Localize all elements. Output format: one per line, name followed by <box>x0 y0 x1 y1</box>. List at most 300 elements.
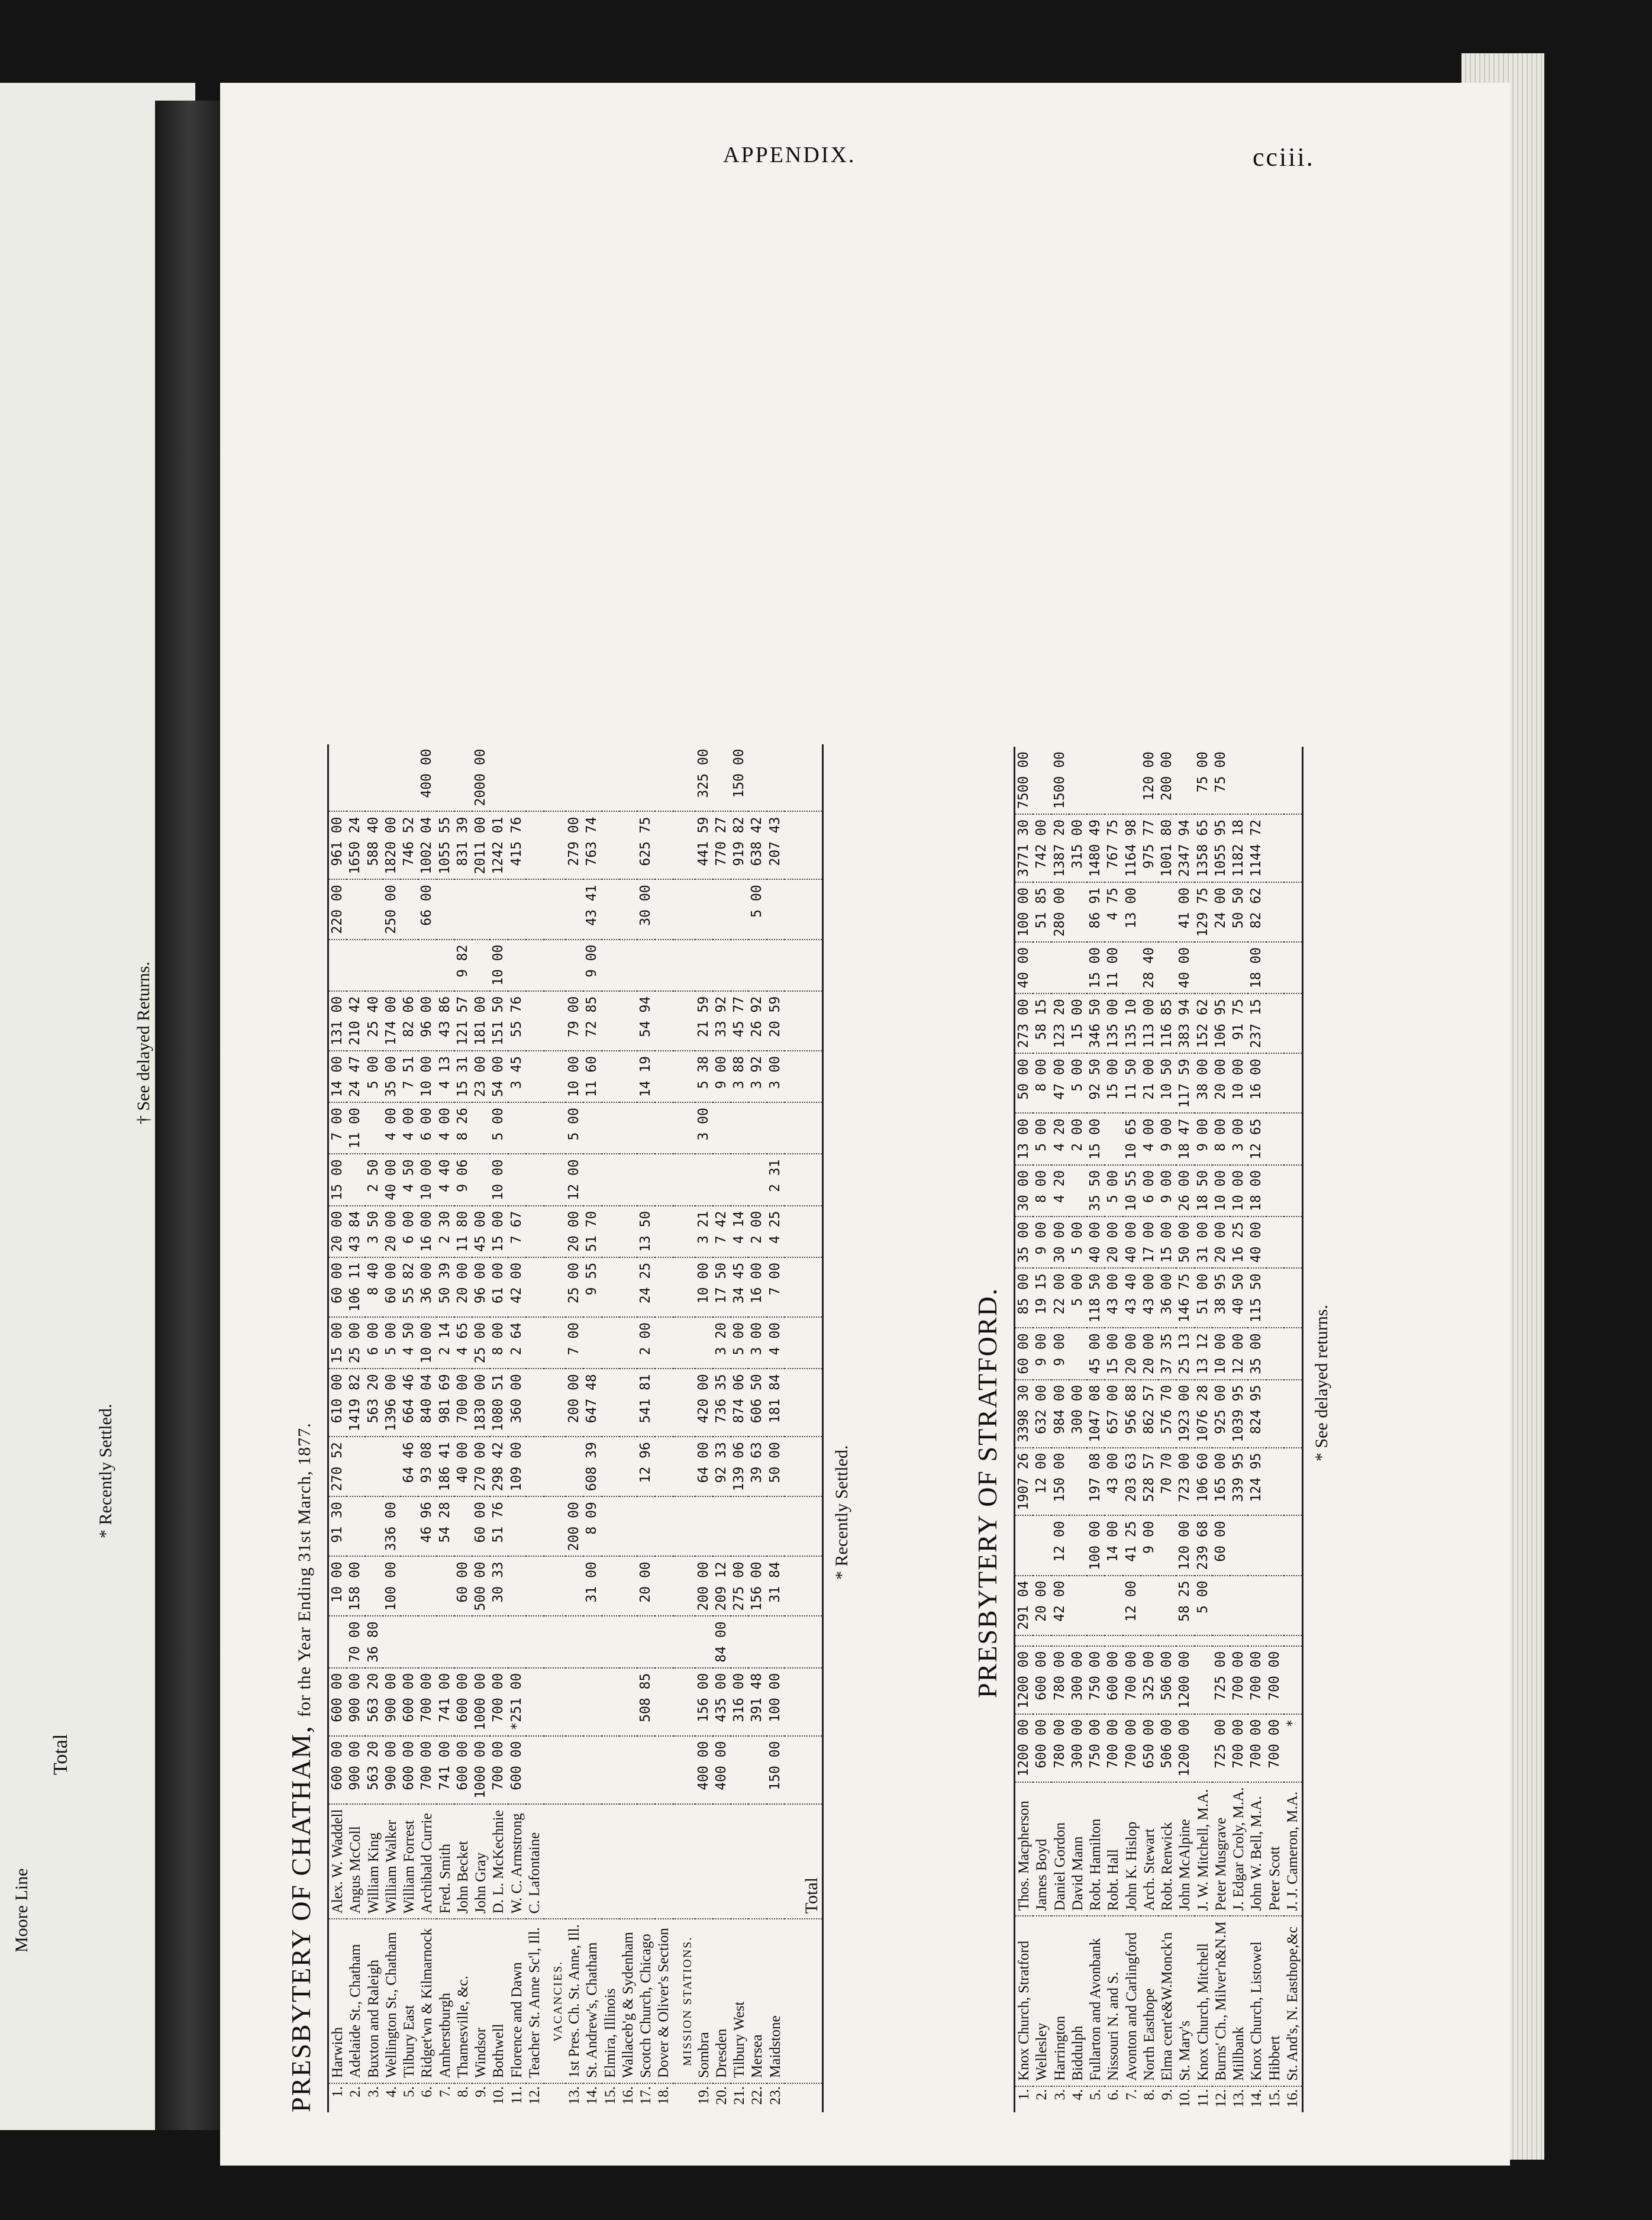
value-cell <box>1284 1448 1303 1516</box>
value-cell <box>620 1257 637 1317</box>
blank-cell <box>785 1919 823 2083</box>
congregation-name: Scotch Church, Chicago <box>637 1919 655 2083</box>
value-cell: 606 50 <box>748 1369 766 1437</box>
value-cell <box>655 1257 673 1317</box>
value-cell <box>526 1556 544 1616</box>
value-cell <box>602 1317 620 1369</box>
value-cell <box>785 1154 823 1205</box>
table-row <box>365 744 383 2112</box>
value-cell: 239 68 <box>1195 1515 1212 1575</box>
value-cell: 2347 94 <box>1176 814 1194 882</box>
chatham-note: * Recently Settled. <box>832 1445 852 1580</box>
value-cell: 700 00 <box>490 1668 508 1736</box>
value-cell: 40 00 <box>1248 1217 1266 1268</box>
value-cell <box>418 1556 436 1616</box>
minister-name: Alex. W. Waddell <box>328 1804 347 1919</box>
value-cell: 7 67 <box>508 1206 526 1257</box>
value-cell <box>383 744 401 812</box>
row-number: 17. <box>637 2083 655 2112</box>
table-row <box>620 744 637 2112</box>
value-cell: 600 00 <box>1033 1714 1051 1782</box>
minister-name: J. Edgar Croly, M.A. <box>1230 1782 1248 1916</box>
value-cell: 181 84 <box>767 1369 785 1437</box>
value-cell: 10 00 <box>1230 1165 1248 1217</box>
table-row <box>731 744 748 2112</box>
value-cell: 4 50 <box>401 1154 418 1205</box>
minister-name: Robt. Renwick <box>1159 1782 1176 1916</box>
value-cell <box>1284 882 1303 942</box>
value-cell: 600 00 <box>328 1668 347 1736</box>
value-cell: 55 76 <box>508 991 526 1051</box>
blank-cell <box>673 2083 695 2112</box>
minister-name: Archibald Currie <box>418 1804 436 1919</box>
minister-name <box>637 1804 655 1919</box>
value-cell <box>526 879 544 939</box>
value-cell <box>1051 1635 1069 1646</box>
value-cell: 10 00 <box>1212 1328 1230 1379</box>
value-cell: 250 00 <box>383 879 401 939</box>
value-cell <box>655 1051 673 1102</box>
congregation-name: Hibbert <box>1266 1916 1284 2086</box>
value-cell: 209 12 <box>713 1556 731 1616</box>
congregation-name: Adelaide St., Chatham <box>347 1919 364 2083</box>
value-cell: 20 00 <box>1212 1217 1230 1268</box>
value-cell: 1200 00 <box>1015 1714 1034 1782</box>
value-cell: 1907 26 <box>1015 1448 1034 1516</box>
value-cell <box>383 940 401 991</box>
value-cell: 152 62 <box>1195 993 1212 1053</box>
value-cell <box>602 1556 620 1616</box>
value-cell: 10 00 <box>1212 1165 1230 1217</box>
value-cell: 5 00 <box>731 1317 748 1369</box>
value-cell: 41 25 <box>1123 1515 1141 1575</box>
blank-cell <box>544 1206 566 1257</box>
value-cell: 2011 00 <box>472 812 490 880</box>
value-cell: 4 25 <box>767 1206 785 1257</box>
congregation-name: North Easthope <box>1141 1916 1159 2086</box>
congregation-name: Wellington St., Chatham <box>383 1919 401 2083</box>
value-cell: 600 00 <box>328 1736 347 1804</box>
value-cell: 8 09 <box>583 1496 601 1556</box>
table-row <box>328 744 347 2112</box>
value-cell <box>602 1616 620 1667</box>
stratford-block <box>972 747 1332 2112</box>
value-cell: 647 48 <box>583 1369 601 1437</box>
value-cell: 91 30 <box>328 1496 347 1556</box>
value-cell: 3771 30 <box>1015 814 1034 882</box>
value-cell <box>602 1369 620 1437</box>
value-cell <box>1159 1635 1176 1646</box>
blank-cell <box>544 1102 566 1154</box>
value-cell: 9 00 <box>713 1051 731 1102</box>
value-cell: 275 00 <box>731 1556 748 1616</box>
blank-cell <box>544 879 566 939</box>
value-cell <box>695 1154 713 1205</box>
value-cell <box>1266 1448 1284 1516</box>
value-cell: 6 00 <box>418 1102 436 1154</box>
row-number: 23. <box>767 2083 785 2112</box>
value-cell: 72 85 <box>583 991 601 1051</box>
value-cell: 24 25 <box>637 1257 655 1317</box>
value-cell: 60 00 <box>1015 1328 1034 1379</box>
minister-name: David Mann <box>1069 1782 1087 1916</box>
value-cell: 298 42 <box>490 1437 508 1496</box>
value-cell: 10 55 <box>1123 1165 1141 1217</box>
value-cell: 20 59 <box>767 991 785 1051</box>
value-cell: 12 96 <box>637 1437 655 1496</box>
value-cell: 82 06 <box>401 991 418 1051</box>
value-cell: 767 75 <box>1105 814 1122 882</box>
value-cell <box>365 1496 383 1556</box>
value-cell: 4 00 <box>383 1102 401 1154</box>
value-cell <box>583 1616 601 1667</box>
value-cell: 1358 65 <box>1195 814 1212 882</box>
value-cell <box>526 1257 544 1317</box>
value-cell: 26 92 <box>748 991 766 1051</box>
value-cell <box>490 879 508 939</box>
value-cell <box>602 1257 620 1317</box>
value-cell: 237 15 <box>1248 993 1266 1053</box>
value-cell: 45 00 <box>1087 1328 1105 1379</box>
value-cell: 15 00 <box>1087 1114 1105 1165</box>
row-number: 2. <box>1033 2086 1051 2112</box>
value-cell <box>526 744 544 812</box>
value-cell: 600 00 <box>508 1736 526 1804</box>
value-cell <box>1284 1635 1303 1646</box>
value-cell <box>767 940 785 991</box>
table-row <box>1248 747 1266 2112</box>
congregation-name: St. And's, N. Easthope,&c <box>1284 1916 1303 2086</box>
minister-name <box>655 1804 673 1919</box>
value-cell <box>655 1616 673 1667</box>
value-cell <box>785 991 823 1051</box>
value-cell <box>785 940 823 991</box>
value-cell <box>1033 942 1051 993</box>
value-cell <box>620 1206 637 1257</box>
value-cell <box>731 1102 748 1154</box>
value-cell <box>731 879 748 939</box>
section-heading-row <box>544 744 566 2112</box>
table-row <box>695 744 713 2112</box>
value-cell: 300 00 <box>1069 1646 1087 1714</box>
value-cell <box>526 940 544 991</box>
value-cell: 158 00 <box>347 1556 364 1616</box>
value-cell <box>1230 1576 1248 1635</box>
value-cell: 3 00 <box>748 1317 766 1369</box>
table-row <box>1212 747 1230 2112</box>
value-cell: 139 06 <box>731 1437 748 1496</box>
value-cell: 124 95 <box>1248 1448 1266 1516</box>
value-cell: 12 00 <box>1230 1328 1248 1379</box>
value-cell: 93 08 <box>418 1437 436 1496</box>
value-cell: 64 46 <box>401 1437 418 1496</box>
value-cell <box>1266 814 1284 882</box>
value-cell: 325 00 <box>1141 1646 1159 1714</box>
congregation-name: Florence and Dawn <box>508 1919 526 2083</box>
value-cell <box>602 1102 620 1154</box>
value-cell: 96 00 <box>418 991 436 1051</box>
value-cell <box>1212 1635 1230 1646</box>
value-cell: 47 00 <box>1051 1053 1069 1113</box>
table-row <box>1284 747 1303 2112</box>
row-number: 7. <box>1123 2086 1141 2112</box>
value-cell <box>401 940 418 991</box>
value-cell: 291 04 <box>1015 1576 1034 1635</box>
row-number: 4. <box>1069 2086 1087 2112</box>
minister-name: C. Lafontaine <box>526 1804 544 1919</box>
value-cell <box>767 744 785 812</box>
value-cell <box>1033 1635 1051 1646</box>
value-cell <box>785 1369 823 1437</box>
value-cell <box>748 1102 766 1154</box>
value-cell <box>437 879 454 939</box>
value-cell <box>347 1154 364 1205</box>
value-cell: 70 70 <box>1159 1448 1176 1516</box>
value-cell <box>785 1437 823 1496</box>
value-cell: 181 00 <box>472 991 490 1051</box>
value-cell <box>731 1736 748 1804</box>
minister-name: Angus McColl <box>347 1804 364 1919</box>
value-cell <box>383 1616 401 1667</box>
value-cell <box>620 1102 637 1154</box>
value-cell <box>785 1317 823 1369</box>
value-cell: 20 00 <box>1033 1576 1051 1635</box>
value-cell <box>695 940 713 991</box>
value-cell: 600 00 <box>1033 1646 1051 1714</box>
value-cell <box>1284 1328 1303 1379</box>
value-cell <box>526 1496 544 1556</box>
table-row <box>1159 747 1176 2112</box>
table-row <box>526 744 544 2112</box>
value-cell: 15 00 <box>490 1206 508 1257</box>
row-number: 8. <box>1141 2086 1159 2112</box>
blank-cell <box>544 1317 566 1369</box>
value-cell: 35 00 <box>383 1051 401 1102</box>
blank-cell <box>673 1736 695 1804</box>
value-cell: 45 00 <box>472 1206 490 1257</box>
value-cell: 17 50 <box>713 1257 731 1317</box>
value-cell: 874 06 <box>731 1369 748 1437</box>
blank-cell <box>673 1804 695 1919</box>
section-heading-row <box>673 744 695 2112</box>
value-cell: 15 31 <box>454 1051 472 1102</box>
value-cell <box>785 1496 823 1556</box>
value-cell <box>1248 1635 1266 1646</box>
value-cell: 21 59 <box>695 991 713 1051</box>
value-cell: 117 59 <box>1176 1053 1194 1113</box>
value-cell: 9 00 <box>1159 1114 1176 1165</box>
value-cell <box>490 744 508 812</box>
value-cell <box>767 1102 785 1154</box>
value-cell: 106 95 <box>1212 993 1230 1053</box>
book-spine <box>155 101 226 2130</box>
value-cell: 4 20 <box>1051 1165 1069 1217</box>
value-cell: 6 00 <box>1141 1165 1159 1217</box>
congregation-name: Amherstburgh <box>437 1919 454 2083</box>
table-row <box>383 744 401 2112</box>
blank-cell <box>544 1736 566 1804</box>
value-cell: 862 57 <box>1141 1380 1159 1448</box>
value-cell <box>620 1154 637 1205</box>
value-cell: 86 91 <box>1087 882 1105 942</box>
congregation-name: Nissouri N. and S. <box>1105 1916 1122 2086</box>
value-cell: 1830 00 <box>472 1369 490 1437</box>
value-cell: 58 15 <box>1033 993 1051 1053</box>
value-cell <box>566 1616 583 1667</box>
value-cell: 13 00 <box>1015 1114 1034 1165</box>
value-cell <box>583 744 601 812</box>
value-cell: 37 35 <box>1159 1328 1176 1379</box>
value-cell: 39 63 <box>748 1437 766 1496</box>
value-cell <box>508 1496 526 1556</box>
value-cell <box>437 940 454 991</box>
value-cell <box>1284 942 1303 993</box>
value-cell <box>655 1369 673 1437</box>
congregation-name: Wellesley <box>1033 1916 1051 2086</box>
congregation-name: Millbank <box>1230 1916 1248 2086</box>
total-label: Total <box>785 1804 823 1919</box>
value-cell: 11 80 <box>454 1206 472 1257</box>
value-cell: 6 00 <box>401 1206 418 1257</box>
value-cell <box>713 940 731 991</box>
value-cell: 13 12 <box>1195 1328 1212 1379</box>
value-cell: 1000 00 <box>472 1668 490 1736</box>
value-cell: 741 00 <box>437 1668 454 1736</box>
value-cell <box>418 940 436 991</box>
value-cell <box>365 1437 383 1496</box>
table-row <box>713 744 731 2112</box>
blank-cell <box>673 1154 695 1205</box>
value-cell: 700 00 <box>418 1668 436 1736</box>
congregation-name: Knox Church, Listowel <box>1248 1916 1266 2086</box>
value-cell: 1923 00 <box>1176 1380 1194 1448</box>
value-cell <box>602 1051 620 1102</box>
value-cell <box>365 744 383 812</box>
value-cell: 3 88 <box>731 1051 748 1102</box>
value-cell <box>526 1051 544 1102</box>
value-cell: 197 08 <box>1087 1448 1105 1516</box>
minister-name: James Boyd <box>1033 1782 1051 1916</box>
table-row <box>1176 747 1194 2112</box>
value-cell <box>1069 1328 1087 1379</box>
value-cell: 1200 00 <box>1176 1646 1194 1714</box>
value-cell: 35 50 <box>1087 1165 1105 1217</box>
value-cell <box>1159 1576 1176 1635</box>
value-cell: 51 00 <box>1195 1268 1212 1328</box>
row-number: 1. <box>328 2083 347 2112</box>
value-cell: 40 00 <box>1176 942 1194 993</box>
value-cell: 54 28 <box>437 1496 454 1556</box>
value-cell <box>365 1556 383 1616</box>
value-cell <box>401 879 418 939</box>
value-cell: 600 00 <box>454 1668 472 1736</box>
value-cell: 2 30 <box>437 1206 454 1257</box>
value-cell: 51 76 <box>490 1496 508 1556</box>
value-cell: 441 59 <box>695 812 713 880</box>
blank-cell <box>544 940 566 991</box>
value-cell: 50 00 <box>1176 1217 1194 1268</box>
value-cell: 23 00 <box>472 1051 490 1102</box>
value-cell: 741 00 <box>437 1736 454 1804</box>
value-cell <box>1105 1635 1122 1646</box>
minister-name: Robt. Hamilton <box>1087 1782 1105 1916</box>
row-number: 13. <box>1230 2086 1248 2112</box>
value-cell <box>713 879 731 939</box>
value-cell <box>637 1496 655 1556</box>
value-cell <box>655 1206 673 1257</box>
minister-name: John Gray <box>472 1804 490 1919</box>
minister-name: William King <box>365 1804 383 1919</box>
table-row <box>1195 747 1212 2112</box>
value-cell: 35 00 <box>1248 1328 1266 1379</box>
value-cell: 770 27 <box>713 812 731 880</box>
value-cell: 528 57 <box>1141 1448 1159 1516</box>
value-cell: 7 00 <box>767 1257 785 1317</box>
value-cell: *251 00 <box>508 1668 526 1736</box>
value-cell: 55 82 <box>401 1257 418 1317</box>
value-cell <box>1123 747 1141 814</box>
minister-name: Fred. Smith <box>437 1804 454 1919</box>
value-cell: 42 00 <box>1051 1576 1069 1635</box>
value-cell: 9 00 <box>1033 1328 1051 1379</box>
value-cell: 156 00 <box>695 1668 713 1736</box>
value-cell <box>347 744 364 812</box>
value-cell <box>655 812 673 880</box>
table-row <box>472 744 490 2112</box>
value-cell <box>620 940 637 991</box>
value-cell: 51 70 <box>583 1206 601 1257</box>
value-cell: 391 48 <box>748 1668 766 1736</box>
blank-cell <box>544 1154 566 1205</box>
blank-cell <box>785 2083 823 2112</box>
value-cell <box>1141 1576 1159 1635</box>
value-cell: 5 00 <box>490 1102 508 1154</box>
congregation-name: Biddulph <box>1069 1916 1087 2086</box>
minister-name <box>731 1804 748 1919</box>
congregation-name: Buxton and Raleigh <box>365 1919 383 2083</box>
value-cell: 700 00 <box>1123 1714 1141 1782</box>
value-cell <box>620 1051 637 1102</box>
value-cell: 116 85 <box>1159 993 1176 1053</box>
value-cell <box>526 1437 544 1496</box>
value-cell <box>526 812 544 880</box>
value-cell: 21 00 <box>1141 1053 1159 1113</box>
value-cell: 336 00 <box>383 1496 401 1556</box>
value-cell: 2 00 <box>748 1206 766 1257</box>
value-cell: 135 00 <box>1105 993 1122 1053</box>
value-cell: 203 63 <box>1123 1448 1141 1516</box>
value-cell: 84 00 <box>713 1616 731 1667</box>
value-cell <box>1195 1646 1212 1714</box>
value-cell <box>1266 942 1284 993</box>
value-cell <box>1176 747 1194 814</box>
value-cell: 150 00 <box>1051 1448 1069 1516</box>
value-cell <box>566 744 583 812</box>
value-cell: 700 00 <box>1105 1714 1122 1782</box>
congregation-name: Dover & Oliver's Section <box>655 1919 673 2083</box>
value-cell: 383 94 <box>1176 993 1194 1053</box>
value-cell: 5 00 <box>365 1051 383 1102</box>
value-cell <box>637 744 655 812</box>
table-row <box>418 744 436 2112</box>
value-cell <box>1087 1576 1105 1635</box>
value-cell: 638 42 <box>748 812 766 880</box>
value-cell: 360 00 <box>508 1369 526 1437</box>
value-cell <box>655 1496 673 1556</box>
value-cell: 9 00 <box>583 940 601 991</box>
value-cell: 4 00 <box>401 1102 418 1154</box>
value-cell <box>437 1556 454 1616</box>
